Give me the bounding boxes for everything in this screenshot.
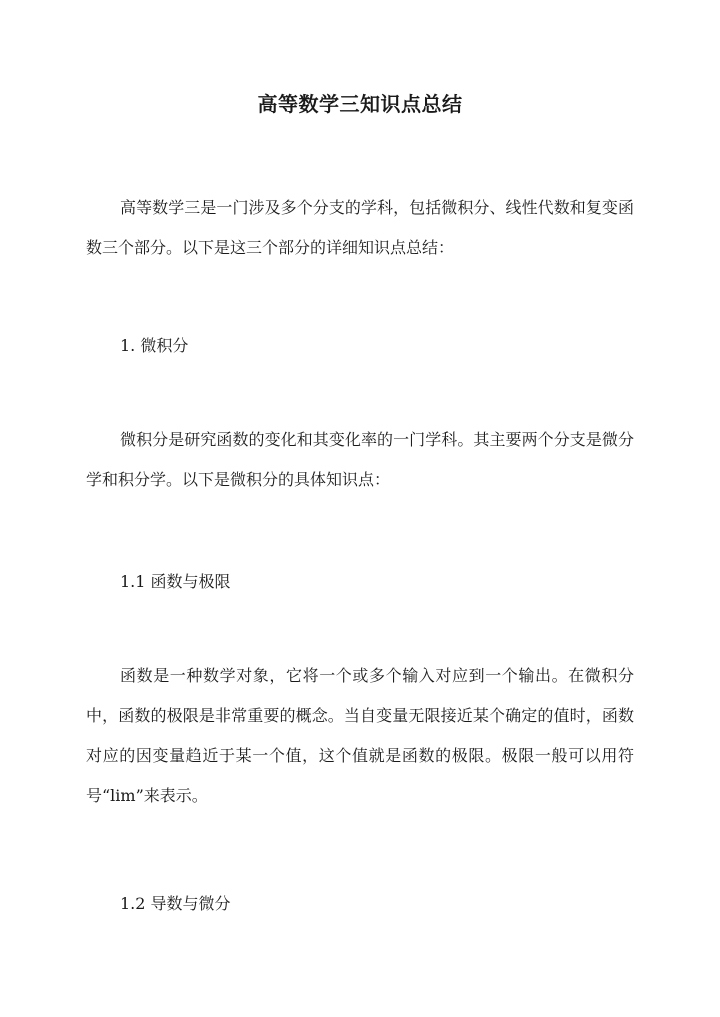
section-heading-calculus: 1. 微积分 <box>120 336 189 355</box>
subsection-heading-functions-limits: 1.1 函数与极限 <box>120 572 231 591</box>
functions-limits-paragraph: 函数是一种数学对象，它将一个或多个输入对应到一个输出。在微积分中，函数的极限是非常重要的概念。当自变量无限接近某个确定的值时，函数对应的因变量趋近于某一个值，这个值就是函数的极限。极限一般可以用符号“lim”来表示。 <box>86 666 634 805</box>
calculus-paragraph: 微积分是研究函数的变化和其变化率的一门学科。其主要两个分支是微分学和积分学。以下是微积分的具体知识点： <box>86 430 634 489</box>
document-title: 高等数学三知识点总结 <box>257 92 463 116</box>
subsection-heading-derivatives: 1.2 导数与微分 <box>120 894 231 913</box>
intro-paragraph: 高等数学三是一门涉及多个分支的学科，包括微积分、线性代数和复变函数三个部分。以下是这三个部分的详细知识点总结： <box>86 198 634 257</box>
